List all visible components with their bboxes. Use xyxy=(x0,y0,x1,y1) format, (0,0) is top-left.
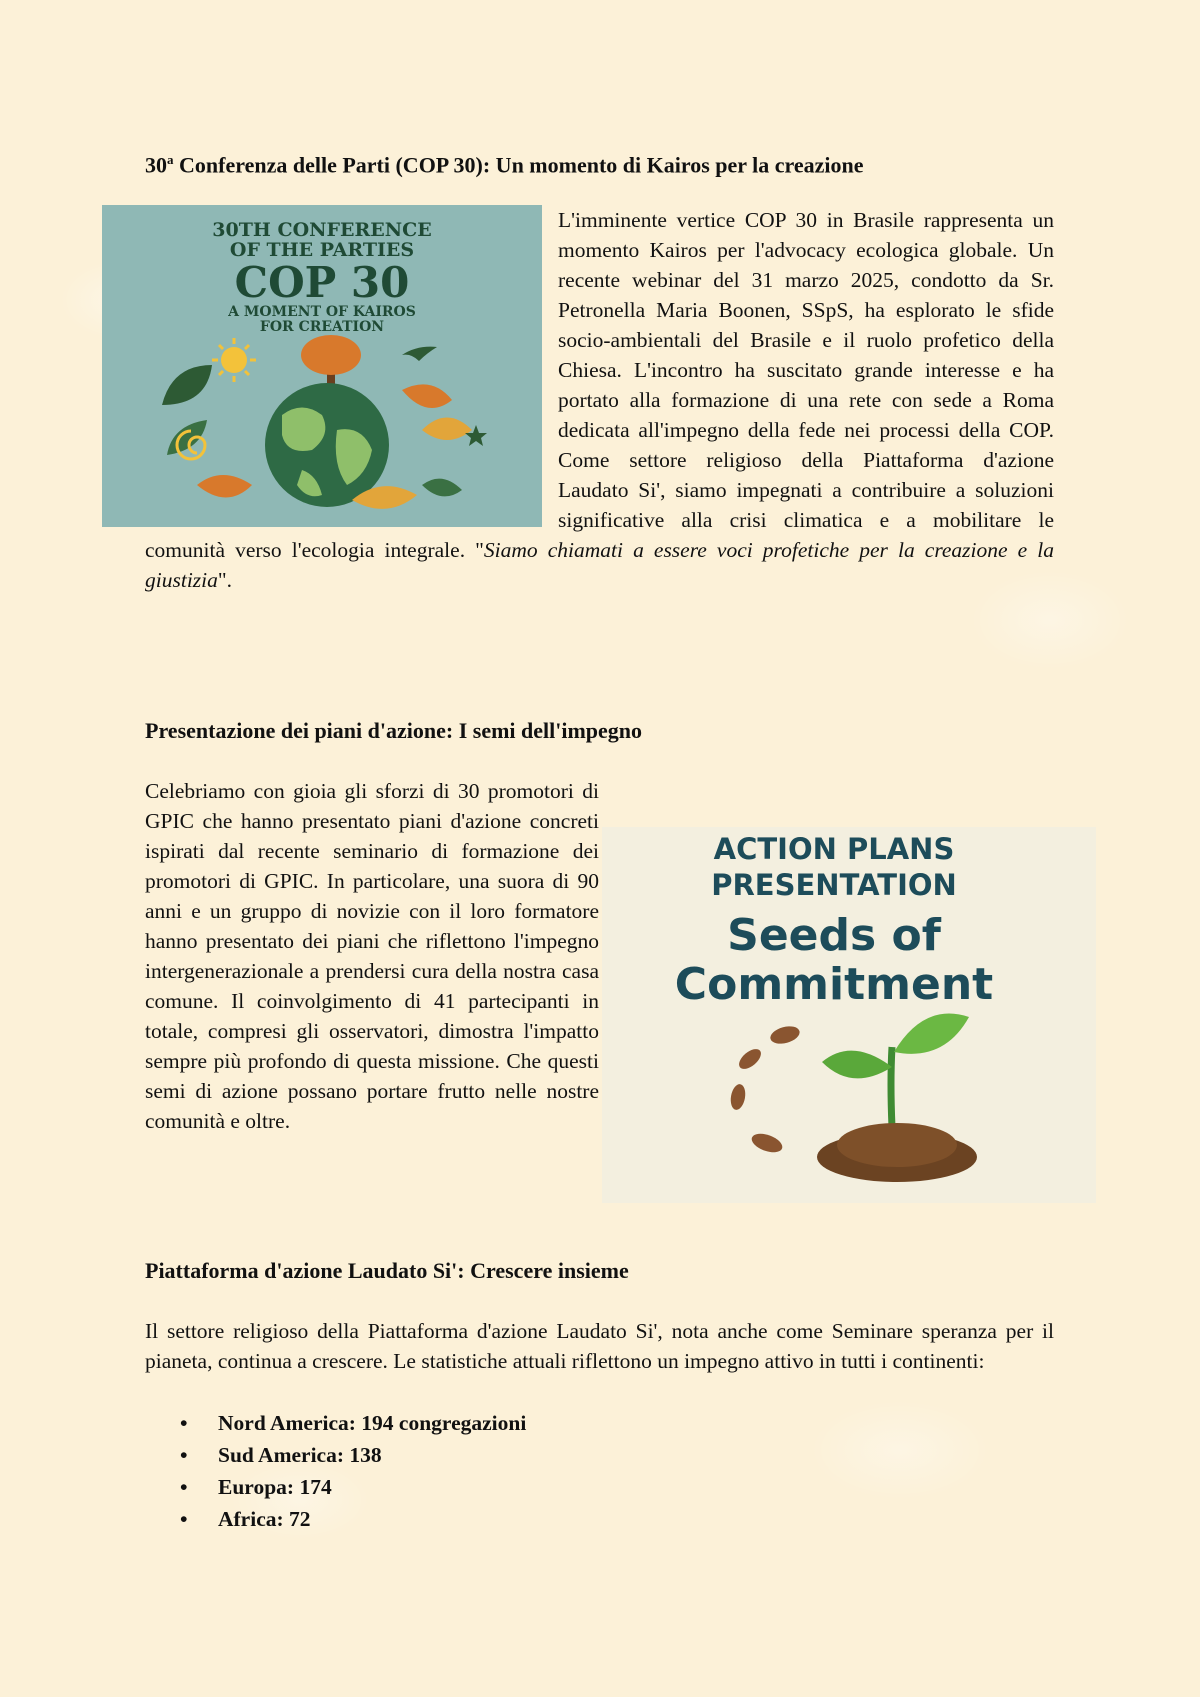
section-title-cop30: 30$^a$ Conferenza delle Parti (COP 30): Un momento di Kairos per la creazione xyxy=(145,152,864,178)
continent-stats-list xyxy=(145,1407,526,1535)
list-item: • Europa: 174 xyxy=(145,1471,526,1503)
cop-image-line4: A MOMENT OF KAIROS xyxy=(228,304,416,320)
action-image-line2: PRESENTATION xyxy=(711,868,957,902)
list-item: • Sud America: 138 xyxy=(145,1439,526,1471)
action-image-line4: Commitment xyxy=(674,959,994,1010)
section-body-laudato-si: Il settore religioso della Piattaforma d'azione Laudato Si', nota anche come Seminare speranza per il pianeta, continua a crescere. Le statistiche attuali riflettono un impegno attivo in tutti i continenti: xyxy=(145,1319,1054,1373)
list-item: • Nord America: 194 congregazioni xyxy=(145,1407,526,1439)
list-item: • Africa: 72 xyxy=(145,1503,526,1535)
cop30-illustration xyxy=(102,205,542,527)
cop-image-line5: FOR CREATION xyxy=(259,319,385,335)
section-body-action-plans: Celebriamo con gioia gli sforzi di 30 promotori di GPIC che hanno presentato piani d'azione concreti ispirati dal recente seminario di formazione dei promotori di GPIC. In particolare, una suora di 90 anni e un gruppo di novizie con il loro formatore hanno presentato dei piani che riflettono l'impegno intergenerazionale a prendersi cura della nostra casa comune. Il coinvolgimento di 41 partecipanti in totale, compresi gli osservatori, dimostra l'impatto sempre più profondo di questa missione. Che questi semi di azione possano portare frutto nelle nostre comunità e oltre. xyxy=(145,779,599,1133)
section-title-laudato-si: Piattaforma d'azione Laudato Si': Crescere insieme xyxy=(145,1258,629,1283)
action-image-line3: Seeds of xyxy=(727,910,941,961)
earth-icon xyxy=(265,383,389,507)
section-title-action-plans: Presentazione dei piani d'azione: I semi dell'impegno xyxy=(145,718,643,743)
quote: Siamo chiamati a essere voci profetiche per la creazione e la giustizia xyxy=(145,538,1054,592)
cop-image-line2: OF THE PARTIES xyxy=(229,239,415,261)
seeds-of-commitment-illustration xyxy=(602,827,1096,1203)
section-body-cop30: L'imminente vertice COP 30 in Brasile rappresenta un momento Kairos per l'advocacy ecologica globale. Un recente webinar del 31 marzo 2025, condotto da Sr. Petronella Maria Boonen, SSpS, ha esplorato le sfide socio-ambientali del Brasile e il ruolo profetico della Chiesa. L'incontro ha suscitato grande interesse e ha portato alla formazione di una rete con sede a Roma dedicata all'impegno della fede nei processi della COP. Come settore religioso della Piattaforma d'azione Laudato Si', siamo impegnati a contribuire a soluzioni significative alla crisi climatica e a mobilitare le comunità verso l'ecologia integrale. "Siamo chiamati a essere voci profetiche per la creazione e la giustizia". xyxy=(145,208,1054,592)
action-image-line1: ACTION PLANS xyxy=(713,832,955,866)
cop-image-line3: COP 30 xyxy=(234,258,410,307)
cop-image-line1: 30TH CONFERENCE xyxy=(212,219,432,241)
